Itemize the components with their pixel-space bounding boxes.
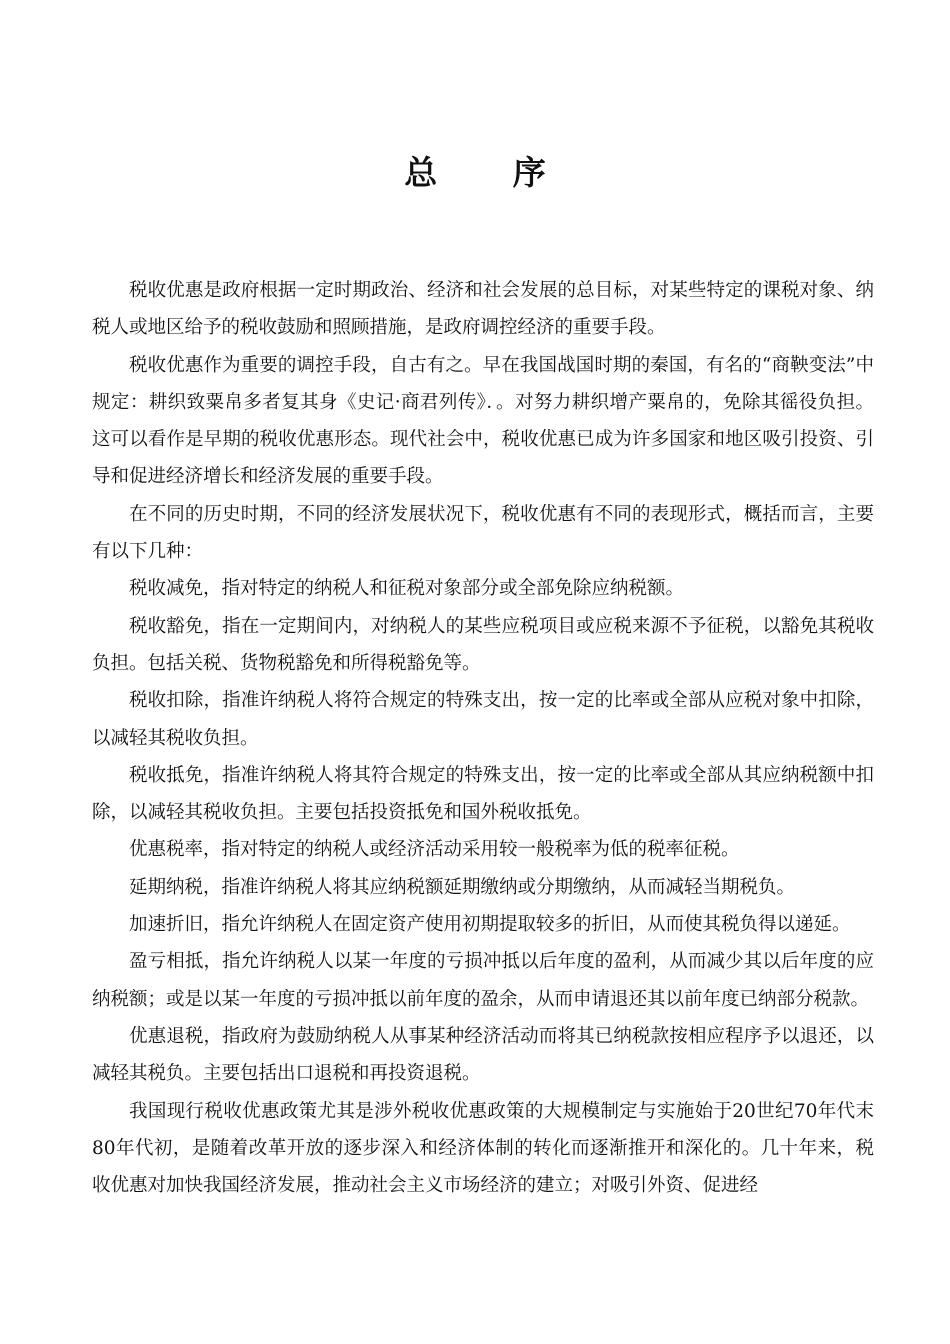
paragraph-china-policy-history: 我国现行税收优惠政策尤其是涉外税收优惠政策的大规模制定与实施始于20世纪70年代末80年代初，是随着改革开放的逐步深入和经济体制的转化而逐渐推开和深化的。几十年来，税收优惠对加快我国经济发展，推动社会主义市场经济的建立；对吸引外资、促进经 — [92, 1100, 874, 1197]
paragraph-forms-intro: 在不同的历史时期，不同的经济发展状况下，税收优惠有不同的表现形式，概括而言，主要有以下几种： — [92, 503, 874, 563]
paragraph-loss-offset: 盈亏相抵，指允许纳税人以某一年度的亏损冲抵以后年度的盈利，从而减少其以后年度的应纳税额；或是以某一年度的亏损冲抵以前年度的盈余，从而申请退还其以前年度已纳部分税款。 — [92, 951, 874, 1010]
body-text — [92, 272, 874, 1204]
paragraph-tax-exemption: 税收豁免，指在一定期间内，对纳税人的某些应税项目或应税来源不予征税，以豁免其税收负担。包括关税、货物税豁免和所得税豁免等。 — [92, 615, 874, 674]
paragraph-historical-origin: 税收优惠作为重要的调控手段，自古有之。早在我国战国时期的秦国，有名的“商鞅变法”中规定：耕织致粟帛多者复其身《史记·商君列传》．。对努力耕织增产粟帛的，免除其徭役负担。这可以看作是早期的税收优惠形态。现代社会中，税收优惠已成为许多国家和地区吸引投资、引导和促进经济增长和经济发展的重要手段。 — [92, 354, 874, 488]
paragraph-tax-incentive-definition: 税收优惠是政府根据一定时期政治、经济和社会发展的总目标，对某些特定的课税对象、纳税人或地区给予的税收鼓励和照顾措施，是政府调控经济的重要手段。 — [92, 280, 874, 339]
paragraph-tax-refund: 优惠退税，指政府为鼓励纳税人从事某种经济活动而将其已纳税款按相应程序予以退还，以减轻其税负。主要包括出口退税和再投资退税。 — [92, 1025, 874, 1085]
paragraph-tax-reduction: 税收减免，指对特定的纳税人和征税对象部分或全部免除应纳税额。 — [129, 578, 685, 600]
page-title: 总 序 — [404, 153, 578, 192]
paragraph-tax-credit: 税收抵免，指准许纳税人将其符合规定的特殊支出，按一定的比率或全部从其应纳税额中扣除，以减轻其税收负担。主要包括投资抵免和国外税收抵免。 — [92, 764, 874, 824]
paragraph-tax-deduction: 税收扣除，指准许纳税人将符合规定的特殊支出，按一定的比率或全部从应税对象中扣除，以减轻其税收负担。 — [92, 690, 874, 749]
paragraph-accelerated-depreciation: 加速折旧，指允许纳税人在固定资产使用初期提取较多的折旧，从而使其税负得以递延。 — [129, 914, 851, 936]
paragraph-tax-deferral: 延期纳税，指准许纳税人将其应纳税额延期缴纳或分期缴纳，从而减轻当期税负。 — [129, 876, 796, 898]
paragraph-preferential-rate: 优惠税率，指对特定的纳税人或经济活动采用较一般税率为低的税率征税。 — [129, 839, 740, 861]
